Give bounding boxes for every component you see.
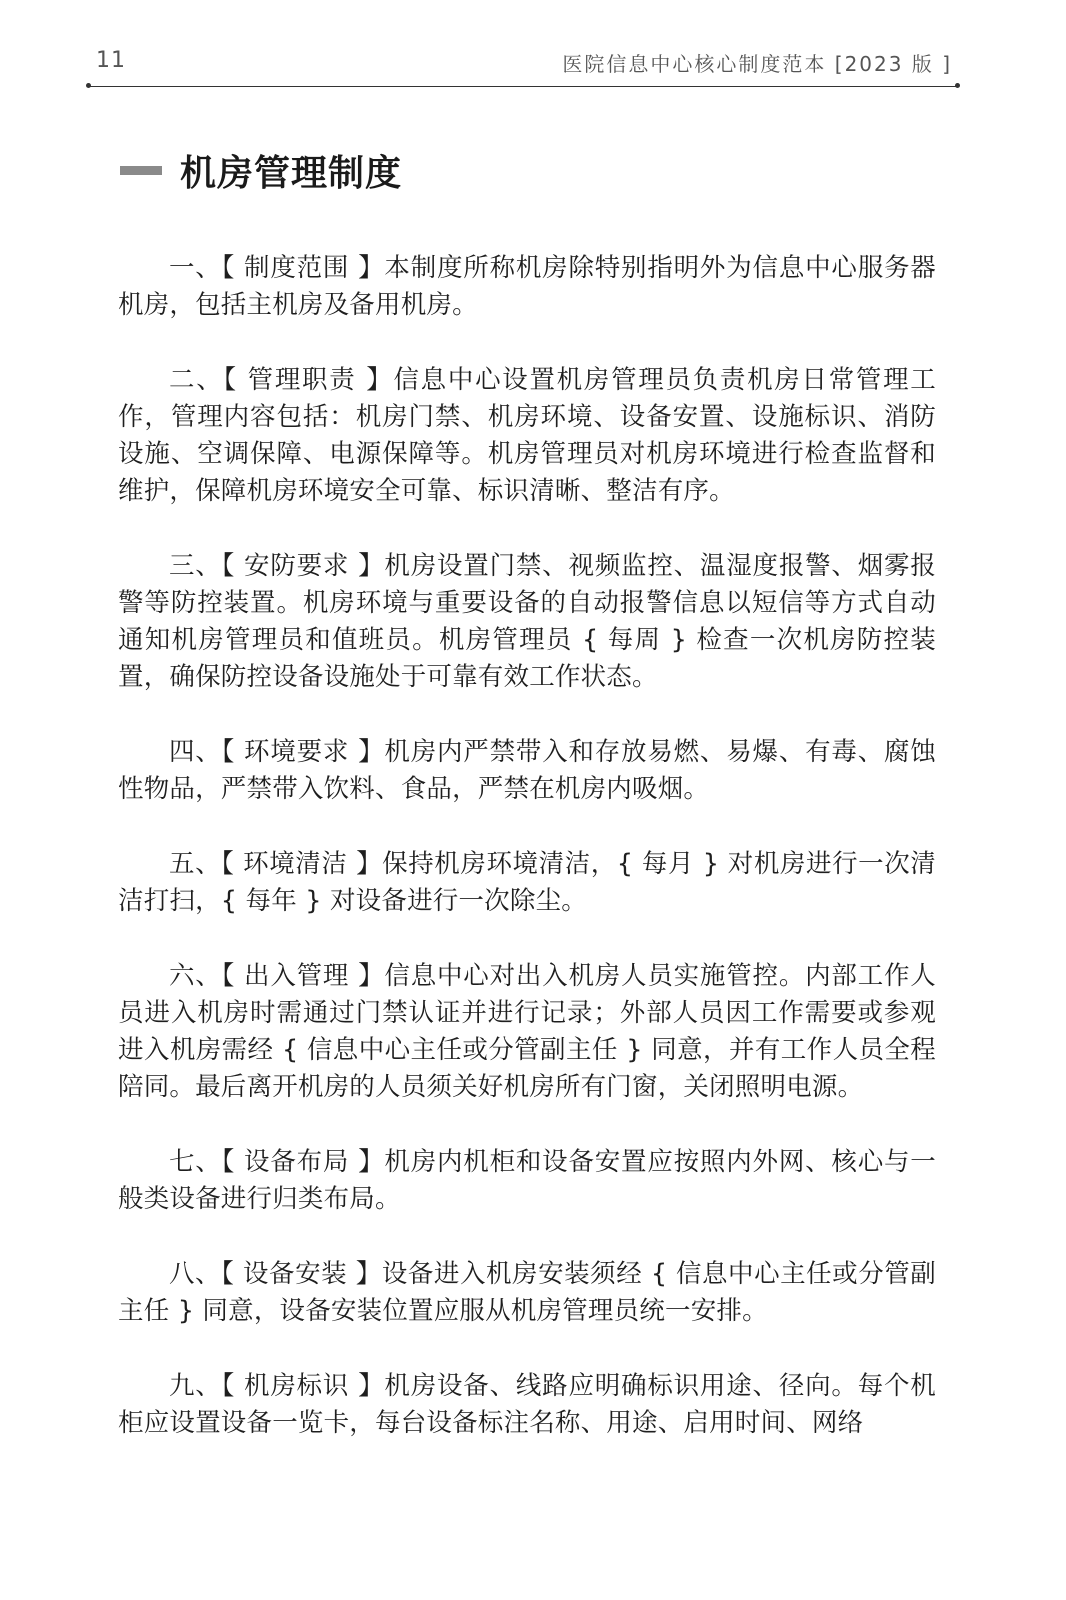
divider-dot-left	[86, 83, 91, 88]
section-heading	[120, 146, 402, 194]
clause-9: 九、【 机房标识 】机房设备、线路应明确标识用途、径向。每个机柜应设置设备一览卡，每台设备标注名称、用途、启用时间、网络	[118, 1371, 936, 1438]
clause-6: 六、【 出入管理 】信息中心对出入机房人员实施管控。内部工作人员进入机房时需通过门禁认证并进行记录；外部人员因工作需要或参观进入机房需经 { 信息中心主任或分管副主任 } 同意，并有工作人员全程陪同。最后离开机房的人员须关好机房所有门窗，关闭照明电源。	[118, 961, 936, 1102]
clause-3: 三、【 安防要求 】机房设置门禁、视频监控、温湿度报警、烟雾报警等防控装置。机房环境与重要设备的自动报警信息以短信等方式自动通知机房管理员和值班员。机房管理员 { 每周 } 检查一次机房防控装置，确保防控设备设施处于可靠有效工作状态。	[118, 551, 936, 692]
clause-8: 八、【 设备安装 】设备进入机房安装须经 { 信息中心主任或分管副主任 } 同意，设备安装位置应服从机房管理员统一安排。	[118, 1259, 936, 1326]
heading-bar-decoration	[120, 166, 162, 175]
clause-2: 二、【 管理职责 】信息中心设置机房管理员负责机房日常管理工作，管理内容包括：机房门禁、机房环境、设备安置、设施标识、消防设施、空调保障、电源保障等。机房管理员对机房环境进行检查监督和维护，保障机房环境安全可靠、标识清晰、整洁有序。	[118, 365, 936, 506]
clause-5: 五、【 环境清洁 】保持机房环境清洁，{ 每月 } 对机房进行一次清洁打扫，{ 每年 } 对设备进行一次除尘。	[118, 849, 936, 916]
divider-dot-right	[955, 83, 960, 88]
clause-4: 四、【 环境要求 】机房内严禁带入和存放易燃、易爆、有毒、腐蚀性物品，严禁带入饮料、食品，严禁在机房内吸烟。	[118, 737, 936, 804]
page-number: 11	[96, 48, 126, 73]
clause-list	[118, 250, 936, 1480]
clause-1: 一、【 制度范围 】本制度所称机房除特别指明外为信息中心服务器机房，包括主机房及备用机房。	[118, 253, 936, 320]
page-header	[88, 44, 958, 88]
header-divider	[88, 86, 958, 87]
section-title: 机房管理制度	[180, 152, 403, 194]
document-title: 医院信息中心核心制度范本 [2023 版 ]	[562, 52, 952, 76]
clause-7: 七、【 设备布局 】机房内机柜和设备安置应按照内外网、核心与一般类设备进行归类布局。	[118, 1147, 936, 1214]
